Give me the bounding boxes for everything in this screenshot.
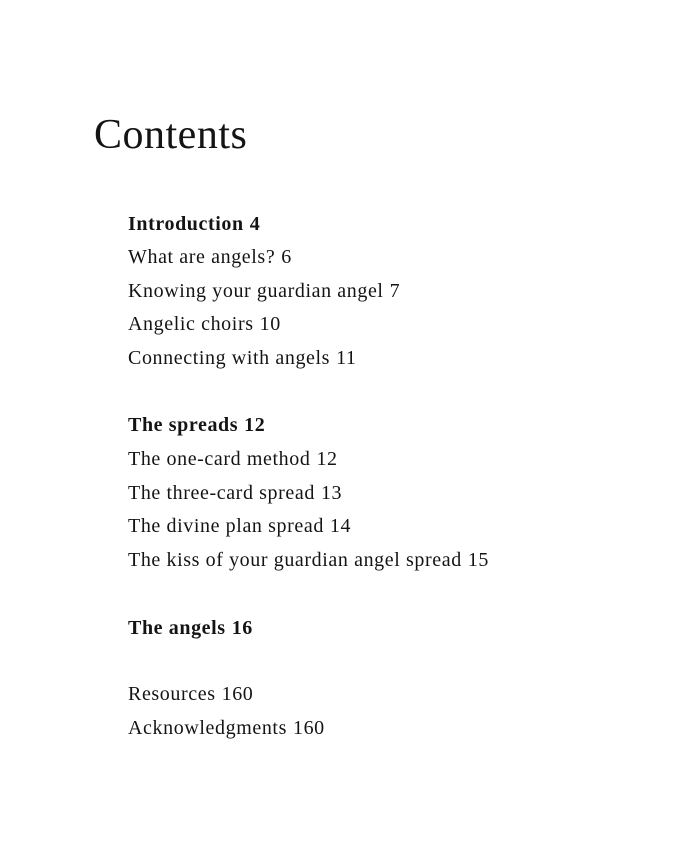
toc-heading-label: The spreads bbox=[128, 414, 239, 436]
toc-entry-label: Connecting with angels bbox=[128, 347, 331, 369]
toc-entry-label: The kiss of your guardian angel spread bbox=[128, 549, 462, 571]
toc-entry-angelic-choirs[interactable] bbox=[128, 314, 281, 334]
toc-entry-acknowledgments[interactable] bbox=[128, 718, 325, 738]
toc-entry-label: The divine plan spread bbox=[128, 515, 324, 537]
toc-page-number: 15 bbox=[467, 549, 490, 571]
toc-page-number: 6 bbox=[281, 246, 292, 268]
toc-heading-the-angels[interactable] bbox=[128, 618, 253, 638]
toc-page-number: 4 bbox=[249, 213, 261, 235]
toc-heading-introduction[interactable] bbox=[128, 214, 260, 234]
toc-heading-label: The angels bbox=[128, 617, 226, 639]
toc-entry-label: The one-card method bbox=[128, 448, 311, 470]
toc-heading-label: Introduction bbox=[128, 213, 244, 235]
toc-entry-label: Resources bbox=[128, 683, 216, 705]
toc-heading-the-spreads[interactable] bbox=[128, 415, 265, 435]
toc-entry-what-are-angels[interactable] bbox=[128, 247, 292, 267]
toc-page-number: 7 bbox=[389, 280, 401, 302]
toc-entry-label: Angelic choirs bbox=[128, 313, 254, 335]
toc-entry-label: The three-card spread bbox=[128, 482, 315, 504]
toc-page-number: 14 bbox=[329, 515, 352, 537]
toc-entry-three-card-spread[interactable] bbox=[128, 483, 342, 503]
toc-entry-connecting-with-angels[interactable] bbox=[128, 348, 357, 368]
toc-page-number: 12 bbox=[316, 448, 338, 470]
toc-page-number: 11 bbox=[336, 347, 357, 369]
toc-page-number: 160 bbox=[292, 717, 325, 739]
toc-entry-label: Knowing your guardian angel bbox=[128, 280, 384, 302]
page-title: Contents bbox=[94, 112, 248, 158]
toc-entry-divine-plan-spread[interactable] bbox=[128, 516, 351, 536]
toc-page-number: 10 bbox=[259, 313, 281, 335]
toc-page-number: 16 bbox=[231, 617, 253, 639]
toc-entry-label: Acknowledgments bbox=[128, 717, 287, 739]
toc-entry-label: What are angels? bbox=[128, 246, 276, 268]
toc-page-number: 12 bbox=[244, 414, 266, 436]
toc-entry-resources[interactable] bbox=[128, 684, 253, 704]
toc-entry-knowing-your-guardian-angel[interactable] bbox=[128, 281, 400, 301]
toc-page-number: 160 bbox=[221, 683, 254, 705]
toc-page-number: 13 bbox=[320, 482, 343, 504]
toc-entry-one-card-method[interactable] bbox=[128, 449, 338, 469]
toc-entry-kiss-of-your-guardian-angel-spread[interactable] bbox=[128, 550, 489, 570]
